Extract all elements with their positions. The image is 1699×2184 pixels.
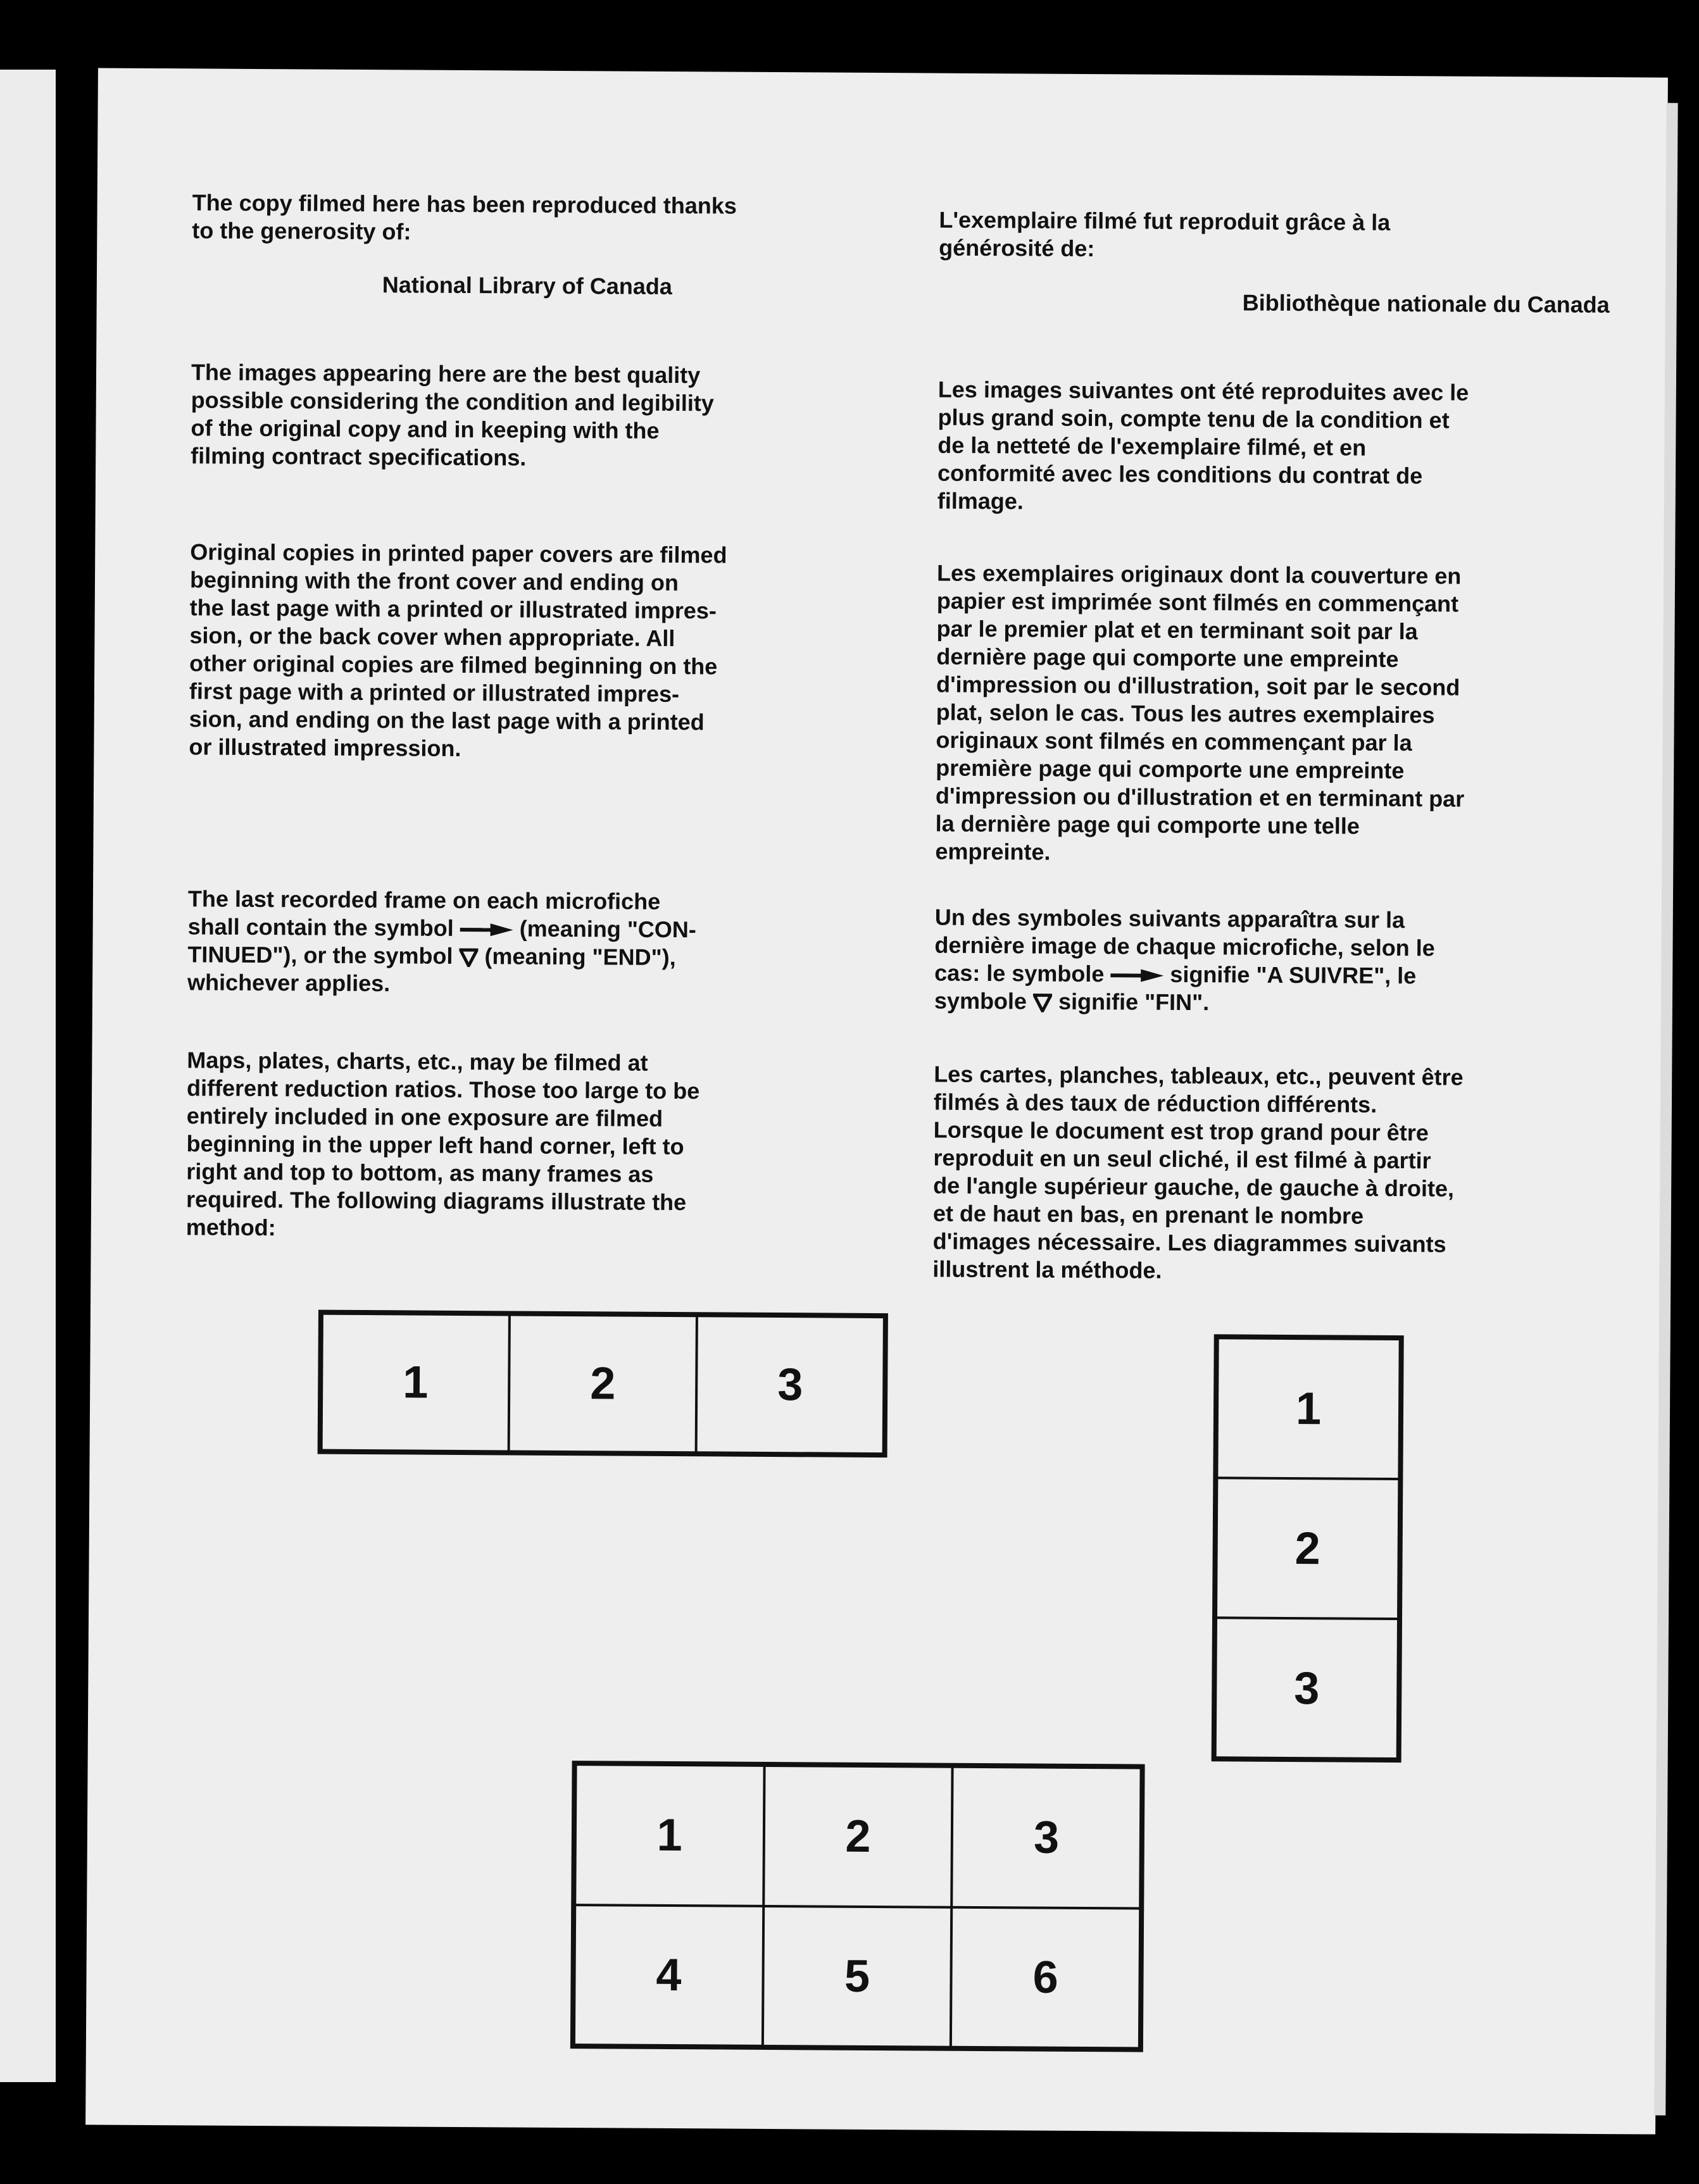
diagram-cell: 3 bbox=[696, 1315, 885, 1454]
english-institution: National Library of Canada bbox=[382, 271, 673, 300]
french-quality-note: Les images suivantes ont été reproduites avec le plus grand soin, compte tenu de la condition et de la netteté de l'exemplaire filmé, et en conformité avec les conditions du contrat de filmage. bbox=[937, 376, 1469, 515]
english-thanks: The copy filmed here has been reproduced thanks to the generosity of: bbox=[192, 189, 737, 245]
arrow-right-icon bbox=[460, 922, 513, 938]
grid-frame-diagram bbox=[570, 1761, 1145, 2052]
french-symbols-text-1: Un des symboles suivants apparaîtra sur la dernière image de chaque microfiche, selon le cas: le symbole bbox=[934, 904, 1435, 987]
french-institution: Bibliothèque nationale du Canada bbox=[1242, 289, 1610, 318]
vertical-frame-diagram bbox=[1212, 1334, 1404, 1763]
french-symbols-text-2: signifie "A SUIVRE", le symbole bbox=[934, 961, 1417, 1014]
diagram-cell: 2 bbox=[763, 1765, 953, 1907]
english-maps-note: Maps, plates, charts, etc., may be filmed at different reduction ratios. Those too large to be entirely included in one exposure are filmed beginning in the upper left hand corner, left to right and top to bottom, as many frames as required. The following diagrams illustrate the method: bbox=[185, 1047, 700, 1241]
french-symbols-text-3: signifie "FIN". bbox=[1051, 988, 1210, 1016]
english-quality-note: The images appearing here are the best quality possible considering the condition and legibility of the original copy and in keeping with the filming contract specifications. bbox=[191, 359, 714, 471]
diagram-cell: 3 bbox=[1215, 1617, 1399, 1759]
diagram-cell: 1 bbox=[321, 1313, 510, 1452]
arrow-right-icon bbox=[1110, 968, 1163, 984]
english-symbols-text-3: (meaning "END"), whichever applies. bbox=[187, 943, 676, 997]
french-originals-note: Les exemplaires originaux dont la couverture en papier est imprimée sont filmés en commençant par le premier plat et en terminant soit par la dernière page qui comporte une empreinte d'impression ou d'illustration, soit par le second plat, selon le cas. Tous les autres exemplaires originaux sont filmés en commençant par la première page qui comporte une empreinte d'impression ou d'illustration et en terminant par la dernière page qui comporte une telle empreinte. bbox=[935, 559, 1465, 865]
diagram-cell: 2 bbox=[1215, 1477, 1400, 1619]
diagram-cell: 2 bbox=[508, 1314, 698, 1453]
french-symbols-note bbox=[934, 904, 1606, 1019]
diagram-cell: 6 bbox=[950, 1906, 1141, 2049]
triangle-down-icon bbox=[1033, 994, 1052, 1013]
triangle-down-icon bbox=[459, 948, 478, 967]
page-right-edge bbox=[1654, 103, 1677, 2116]
french-thanks: L'exemplaire filmé fut reproduit grâce à la générosité de: bbox=[939, 206, 1391, 262]
french-maps-note: Les cartes, planches, tableaux, etc., peuvent être filmés à des taux de réduction différents. Lorsque le document est trop grand pour être reproduit en un seul cliché, il est filmé à partir de l'angle supérieur gauche, de gauche à droite, et de haut en bas, en prenant le nombre d'images nécessaire. Les diagrammes suivants illustrent la méthode. bbox=[932, 1061, 1464, 1283]
english-symbols-note bbox=[187, 885, 859, 1000]
english-symbols-text-2: (meaning "CON- TINUED"), or the symbol bbox=[187, 915, 696, 969]
english-symbols-text-1: The last recorded frame on each microfiche shall contain the symbol bbox=[187, 885, 661, 941]
diagram-cell: 1 bbox=[1216, 1337, 1400, 1480]
diagram-cell: 5 bbox=[762, 1905, 953, 2047]
diagram-cell: 4 bbox=[574, 1904, 764, 2047]
microfiche-target-page bbox=[85, 68, 1668, 2134]
diagram-cell: 3 bbox=[951, 1766, 1142, 1909]
horizontal-frame-diagram bbox=[318, 1310, 888, 1457]
english-originals-note: Original copies in printed paper covers are filmed beginning with the front cover and ending on the last page with a printed or illustrated impres- sion, or the back cover when appropriate. All other original copies are filmed beginning on the first page with a printed or illustrated impres- sion, and ending on the last page with a printed or illustrated impression. bbox=[189, 539, 727, 761]
diagram-cell: 1 bbox=[574, 1764, 765, 1906]
adjacent-page-edge bbox=[0, 70, 56, 2082]
